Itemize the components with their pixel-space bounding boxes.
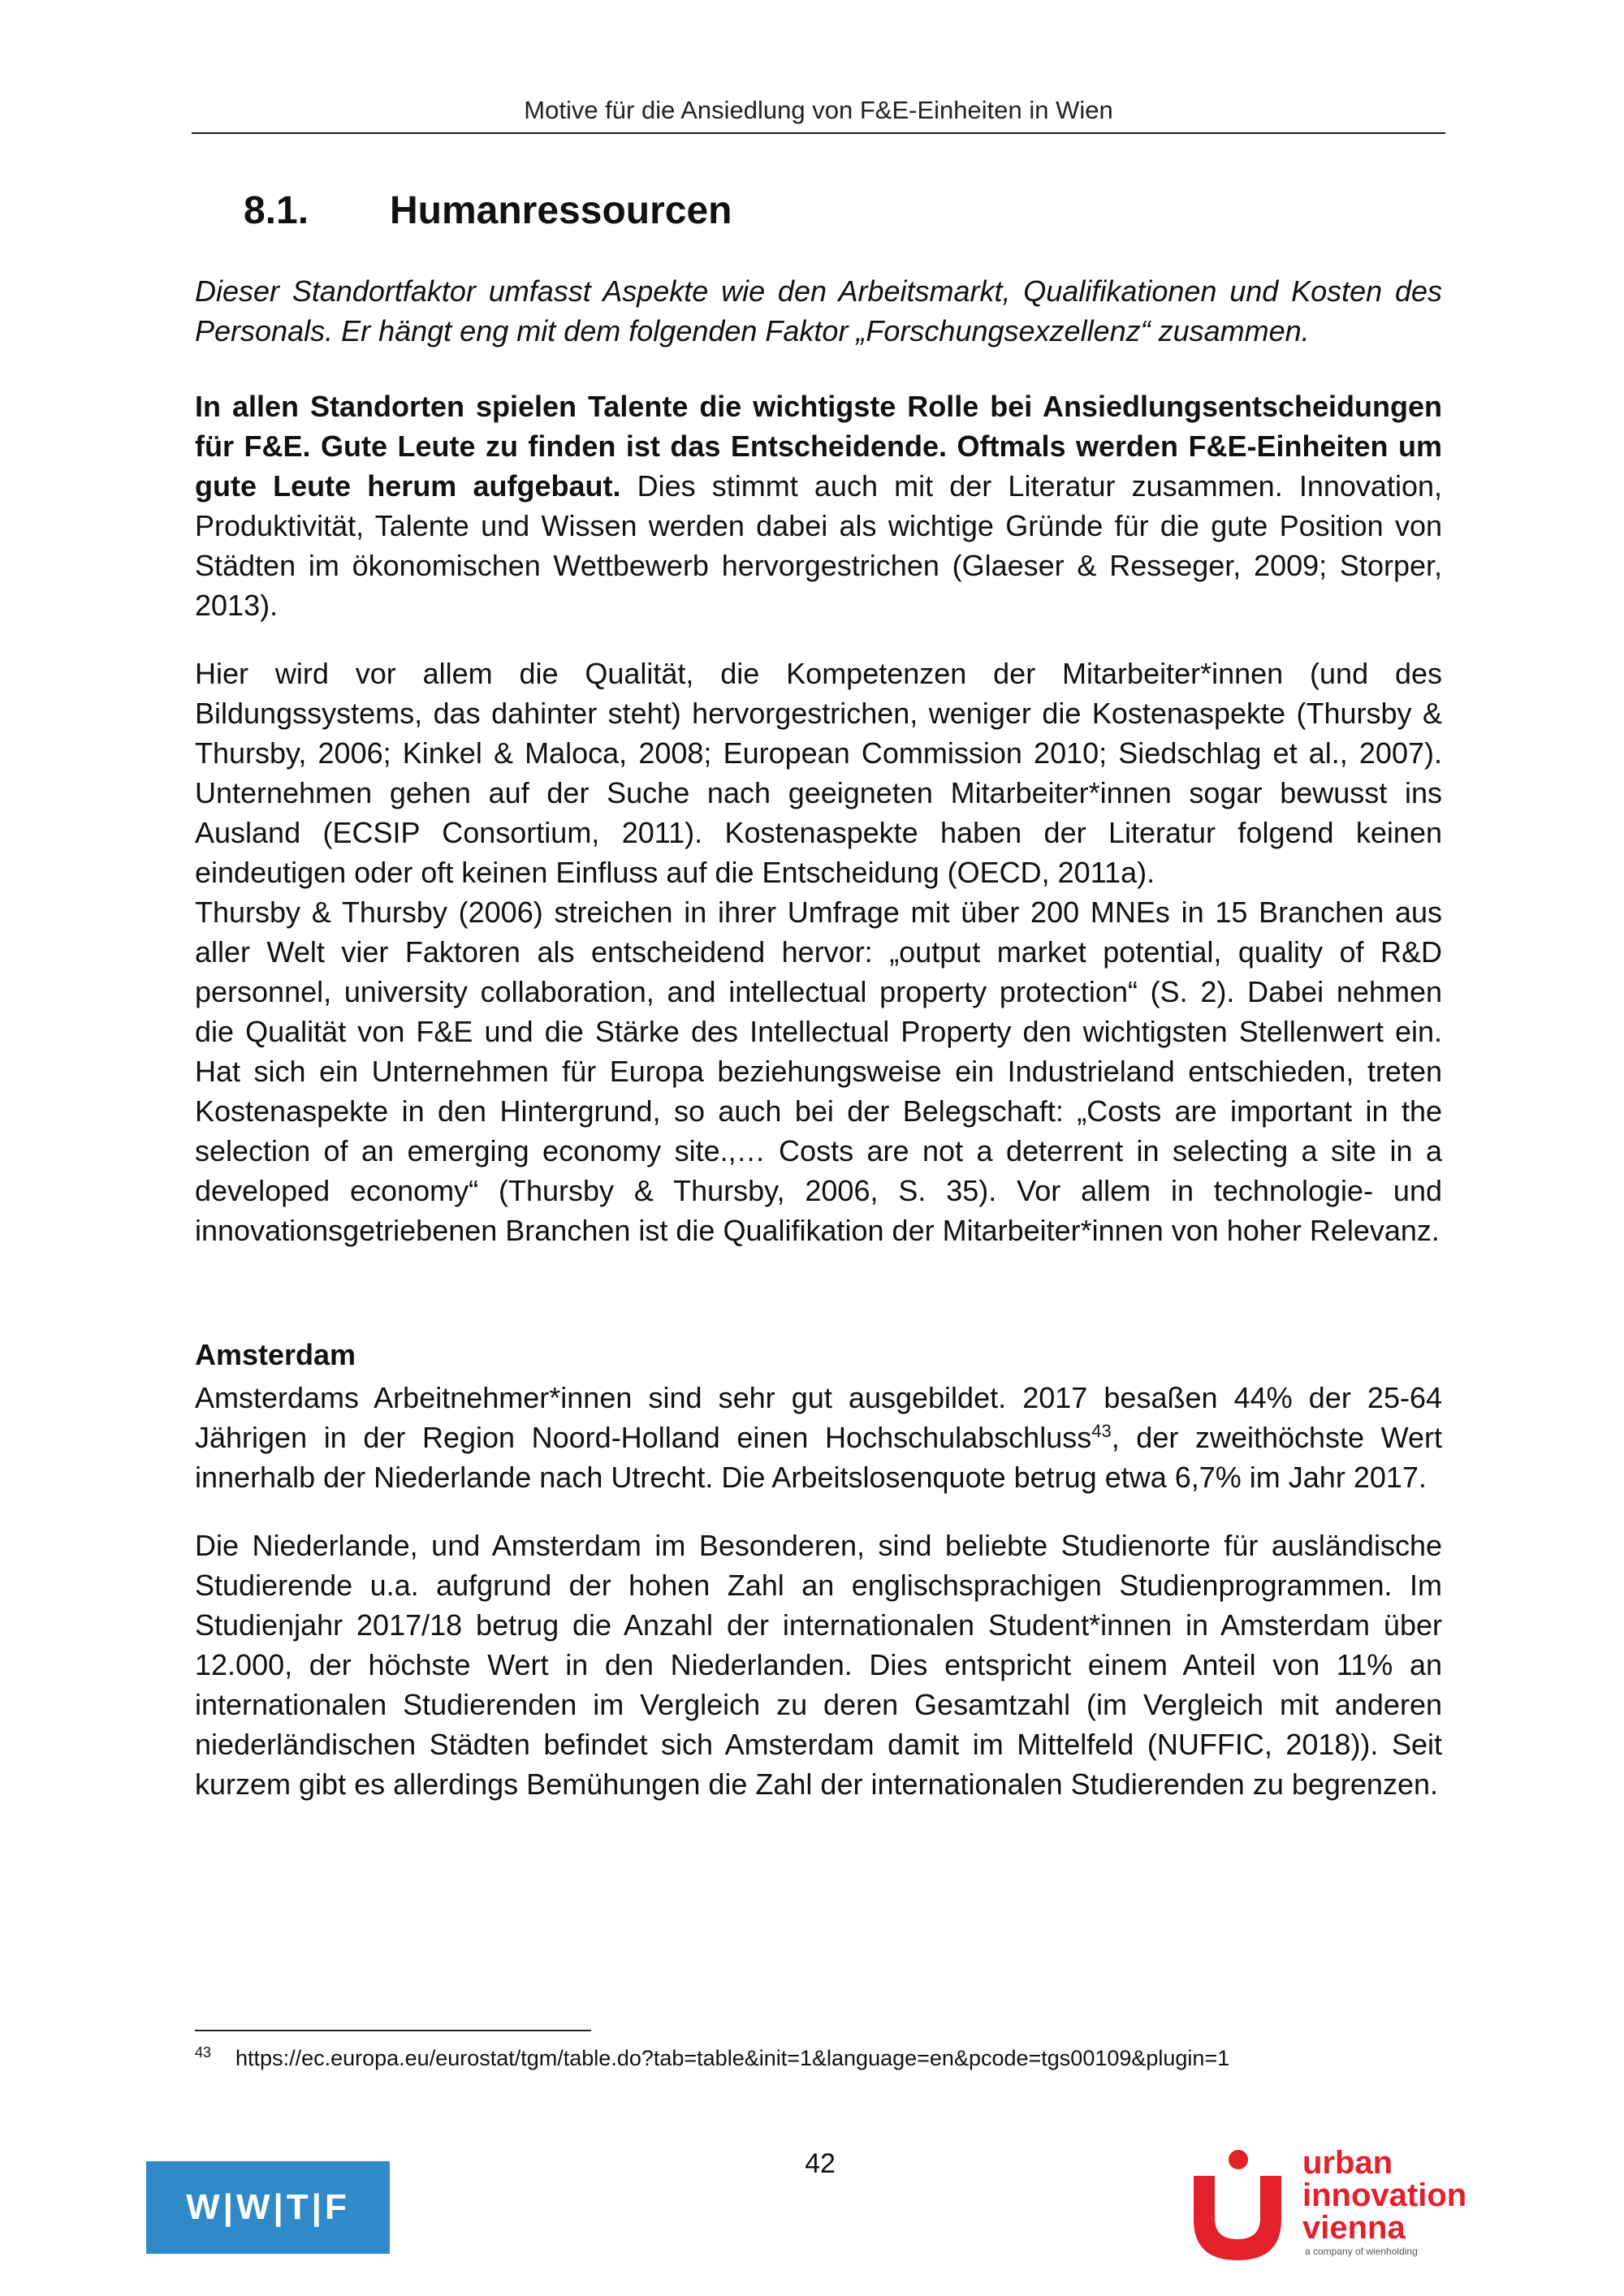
paragraph-2: Hier wird vor allem die Qualität, die Kompetenzen der Mitarbeiter*innen (und des Bildungssystems, das dahinter steht) hervorgestrichen, weniger die Kostenaspekte (Thursby & Thursby, 2006; Kinkel & Maloca, 2008; European Commission 2010; Siedschlag et al., 2007). Unternehmen gehen auf der Suche nach geeigneten Mitarbeiter*innen sogar bewusst ins Ausland (ECSIP Consortium, 2011). Kostenaspekte haben der Literatur folgend keinen eindeutigen oder oft keinen Einfluss auf die Entscheidung (OECD, 2011a). [195,657,1442,889]
section-number: 8.1. [244,189,309,232]
wwtf-logo [146,2161,390,2254]
uiv-line-3: vienna [1302,2210,1406,2246]
amsterdam-paragraph-1-a: Amsterdams Arbeitnehmer*innen sind sehr gut ausgebildet. 2017 besaßen 44% der 25-64 Jährigen in der Region Noord-Holland einen Hochschulabschluss [195,1381,1442,1454]
amsterdam-heading: Amsterdam [195,1338,356,1371]
paragraph-1 [195,386,1442,625]
wwtf-logo-text: W|W|T|F [186,2187,350,2227]
body-section-1 [195,386,1442,1250]
page-number: 42 [805,2148,836,2179]
footnote-reference[interactable]: 43 [1091,1421,1112,1441]
paragraph-1-rest: Dies stimmt auch mit der Literatur zusammen. Innovation, Produktivität, Talente und Wissen werden dabei als wichtige Gründe für die gute Position von Städten im ökonomischen Wettbewerb hervorgestrichen (Glaeser & Resseger, 2009; Storper, 2013). [195,469,1442,622]
section-title: Humanressourcen [390,189,732,232]
amsterdam-paragraph-1-b: , der zweithöchste Wert innerhalb der Niederlande nach Utrecht. Die Arbeitslosenquote betrug etwa 6,7% im Jahr 2017. [195,1421,1442,1494]
uiv-line-2: innovation [1302,2177,1467,2213]
paragraph-1-bold: In allen Standorten spielen Talente die wichtigste Rolle bei Ansiedlungsentscheidungen für F&E. Gute Leute zu finden ist das Entscheidende. Oftmals werden F&E-Einheiten um gute Leute herum aufgebaut. [195,390,1442,503]
uiv-logo-icon [1187,2143,1301,2265]
footnote [195,2046,1229,2071]
uiv-subline: a company of wienholding [1305,2246,1418,2257]
section-heading [244,188,732,233]
paragraph-3: Thursby & Thursby (2006) streichen in ihrer Umfrage mit über 200 MNEs in 15 Branchen aus aller Welt vier Faktoren als entscheidend hervor: „output market potential, quality of R&D personnel, university collaboration, and intellectual property protection“ (S. 2). Dabei nehmen die Qualität von F&E und die Stärke des Intellectual Property den wichtigsten Stellenwert ein. Hat sich ein Unternehmen für Europa beziehungsweise ein Industrieland entschieden, treten Kostenaspekte in den Hintergrund, so auch bei der Belegschaft: „Costs are important in the selection of an emerging economy site.,… Costs are not a deterrent in selecting a site in a developed economy“ (Thursby & Thursby, 2006, S. 35). Vor allem in technologie- und innovationsgetriebenen Branchen ist die Qualifikation der Mitarbeiter*innen von hoher Relevanz. [195,896,1442,1247]
amsterdam-paragraph-1 [195,1378,1442,1497]
urban-innovation-vienna-logo [1187,2143,1479,2265]
page-header: Motive für die Ansiedlung von F&E-Einheiten in Wien [524,96,1113,124]
body-section-amsterdam [195,1378,1442,1804]
uiv-wordmark [1302,2147,1466,2244]
amsterdam-paragraph-2: Die Niederlande, und Amsterdam im Besonderen, sind beliebte Studienorte für ausländische Studierende u.a. aufgrund der hohen Zahl an englischsprachigen Studienprogrammen. Im Studienjahr 2017/18 betrug die Anzahl der internationalen Student*innen in Amsterdam über 12.000, der höchste Wert in den Niederlanden. Dies entspricht einem Anteil von 11% an internationalen Studierenden im Vergleich zu deren Gesamtzahl (im Vergleich mit anderen niederländischen Städten befindet sich Amsterdam damit im Mittelfeld (NUFFIC, 2018)). Seit kurzem gibt es allerdings Bemühungen die Zahl der internationalen Studierenden zu begrenzen. [195,1529,1442,1801]
uiv-line-1: urban [1302,2145,1393,2181]
footnote-link[interactable]: https://ec.europa.eu/eurostat/tgm/table.do?tab=table&init=1&language=en&pcode=tgs00109&plugin=1 [235,2046,1230,2070]
footnote-mark: 43 [195,2044,212,2061]
footnote-rule [195,2030,591,2031]
header-rule [192,132,1445,134]
intro-paragraph: Dieser Standortfaktor umfasst Aspekte wie den Arbeitsmarkt, Qualifikationen und Kosten des Personals. Er hängt eng mit dem folgenden Faktor „Forschungsexzellenz“ zusammen. [195,274,1442,347]
